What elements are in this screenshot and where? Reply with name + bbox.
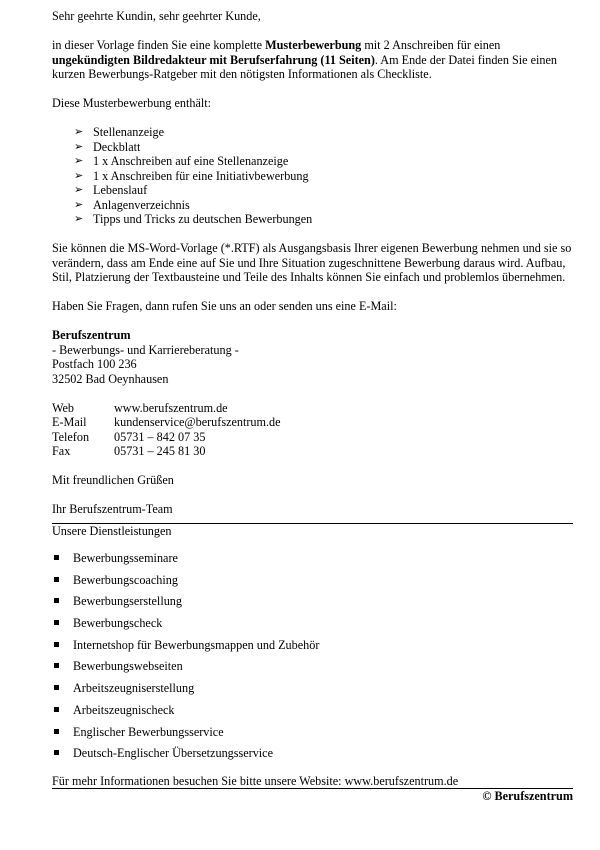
list-item: Bewerbungsseminare <box>52 551 573 573</box>
list-item: ➢ Deckblatt <box>74 139 141 154</box>
intro-bold-2: ungekündigten Bildredakteur mit Berufserfahrung (11 Seiten) <box>52 52 375 67</box>
footer-text: Für mehr Informationen besuchen Sie bitte unsere Website: www.berufszentrum.de <box>52 773 459 788</box>
list-item: Deutsch-Englischer Übersetzungsservice <box>52 746 573 768</box>
list-item: Internetshop für Bewerbungsmappen und Zubehör <box>52 638 573 660</box>
contact-row <box>52 430 281 445</box>
fax-number: 05731 – 245 81 30 <box>114 444 206 458</box>
contact-row <box>52 415 281 430</box>
copyright: © Berufszentrum <box>482 789 573 804</box>
arrow-bullet-icon: ➢ <box>74 169 84 182</box>
web-link[interactable]: www.berufszentrum.de <box>114 400 228 415</box>
company-name: Berufszentrum <box>52 328 131 342</box>
list-item: Englischer Bewerbungsservice <box>52 725 573 747</box>
list-item: Bewerbungswebseiten <box>52 659 573 681</box>
contact-label: Fax <box>52 444 71 458</box>
list-item: ➢ Anlagenverzeichnis <box>74 197 190 212</box>
intro-text-2: mit 2 Anschreiben für einen <box>361 38 501 52</box>
square-bullet-icon <box>54 577 59 582</box>
greeting: Sehr geehrte Kundin, sehr geehrter Kunde, <box>52 9 261 23</box>
list-item: Bewerbungscoaching <box>52 573 573 595</box>
list-item: ➢ Stellenanzeige <box>74 125 165 139</box>
list-item: Bewerbungserstellung <box>52 594 573 616</box>
list-item: ➢ Lebenslauf <box>74 183 148 197</box>
list-item: Arbeitszeugniserstellung <box>52 681 573 703</box>
square-bullet-icon <box>54 729 59 734</box>
square-bullet-icon <box>54 555 59 560</box>
square-bullet-icon <box>54 598 59 603</box>
services-list <box>52 551 573 768</box>
square-bullet-icon <box>54 663 59 668</box>
arrow-bullet-icon: ➢ <box>74 184 84 196</box>
contact-table <box>52 401 281 459</box>
closing: Mit freundlichen Grüßen <box>52 473 174 487</box>
intro-text-1: in dieser Vorlage finden Sie eine komplette <box>52 38 266 52</box>
square-bullet-icon <box>54 685 59 690</box>
arrow-bullet-icon: ➢ <box>74 126 84 138</box>
document-page <box>52 9 573 804</box>
postbox: Postfach 100 236 <box>52 357 137 371</box>
list-item: Bewerbungscheck <box>52 616 573 638</box>
list-item: Arbeitszeugnischeck <box>52 703 573 725</box>
contact-label: Telefon <box>52 429 90 444</box>
signature: Ihr Berufszentrum-Team <box>52 502 173 516</box>
square-bullet-icon <box>54 642 59 647</box>
services-heading: Unsere Dienstleistungen <box>52 523 172 538</box>
company-tagline: - Bewerbungs- und Karriereberatung - <box>52 342 239 357</box>
square-bullet-icon <box>54 707 59 712</box>
phone-number: 05731 – 842 07 35 <box>114 429 206 444</box>
square-bullet-icon <box>54 750 59 755</box>
contents-heading: Diese Musterbewerbung enthält: <box>52 96 212 110</box>
email-link[interactable]: kundenservice@berufszentrum.de <box>114 415 281 429</box>
arrow-bullet-icon: ➢ <box>74 198 84 211</box>
usage-paragraph: Sie können die MS-Word-Vorlage (*.RTF) als Ausgangsbasis Ihrer eigenen Bewerbung nehmen und sie so verändern, dass am Ende eine auf Sie und Ihre Situation zugeschnittene Bewerbung daraus wird. Aufbau, Stil, Platzierung der Textbausteine und Teile des Inhalts können Sie einfach und problemlos übernehmen. <box>52 241 572 284</box>
contact-label: E-Mail <box>52 415 87 429</box>
contents-list <box>52 125 573 227</box>
arrow-bullet-icon: ➢ <box>74 140 84 153</box>
intro-text-3: . Am Ende der Datei finden Sie einen kurzen Bewerbungs-Ratgeber mit den nötigsten Informationen als Checkliste. <box>52 52 557 81</box>
square-bullet-icon <box>54 620 59 625</box>
list-item: ➢ Tipps und Tricks zu deutschen Bewerbungen <box>74 212 313 226</box>
contact-label: Web <box>52 400 75 415</box>
list-item: ➢ 1 x Anschreiben auf eine Stellenanzeige <box>74 154 289 168</box>
questions-paragraph: Haben Sie Fragen, dann rufen Sie uns an oder senden uns eine E-Mail: <box>52 299 397 313</box>
arrow-bullet-icon: ➢ <box>74 155 84 167</box>
contact-row <box>52 401 281 416</box>
city: 32502 Bad Oeynhausen <box>52 371 169 386</box>
intro-bold-1: Musterbewerbung <box>265 38 362 52</box>
list-item: ➢ 1 x Anschreiben für eine Initiativbewerbung <box>74 168 309 183</box>
contact-row <box>52 444 281 459</box>
intro-paragraph <box>52 38 573 82</box>
arrow-bullet-icon: ➢ <box>74 213 84 225</box>
